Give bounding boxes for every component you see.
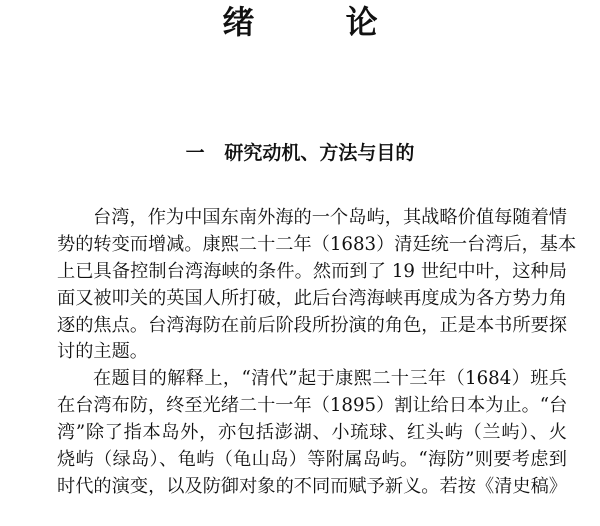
paragraph-2-line-5: 时代的演变，以及防御对象的不同而赋予新义。若按《清史稿》	[57, 475, 567, 497]
paragraph-1-line-3: 上已具备控制台湾海峡的条件。然而到了 19 世纪中叶，这种局	[57, 260, 567, 282]
paragraph-1-line-2: 势的转变而增减。康熙二十二年（1683）清廷统一台湾后，基本	[57, 233, 577, 255]
paragraph-1-line-4: 面又被叩关的英国人所打破，此后台湾海峡再度成为各方势力角	[57, 287, 567, 309]
paragraph-2-line-3: 湾”除了指本岛外，亦包括澎湖、小琉球、红头屿（兰屿）、火	[57, 422, 567, 444]
paragraph-2-line-2: 在台湾布防，终至光绪二十一年（1895）割让给日本为止。“台	[57, 395, 568, 417]
paragraph-1-line-1: 台湾，作为中国东南外海的一个岛屿，其战略价值每随着情	[93, 207, 567, 228]
paragraph-1-line-6: 讨的主题。	[57, 341, 148, 363]
paragraph-2-line-4: 烧屿（绿岛）、龟屿（龟山岛）等附属岛屿。“海防”则要考虑到	[57, 449, 567, 471]
body-text	[57, 205, 577, 501]
paragraph-1-line-5: 逐的焦点。台湾海防在前后阶段所扮演的角色，正是本书所要探	[57, 314, 567, 336]
paragraph-2-line-1: 在题目的解释上，“清代”起于康熙二十三年（1684）班兵	[93, 368, 567, 390]
chapter-title: 绪 论	[222, 3, 418, 41]
section-heading: 一 研究动机、方法与目的	[185, 142, 415, 164]
